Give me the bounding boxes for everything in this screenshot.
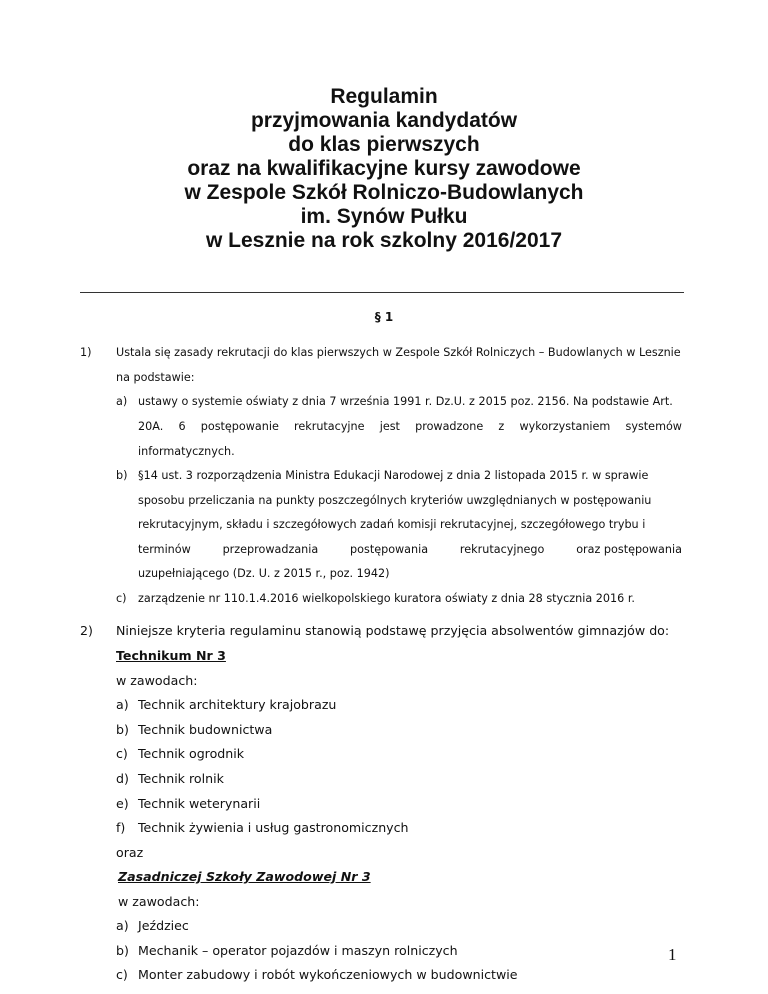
profession-item: Technik żywienia i usług gastronomicznych <box>138 820 409 835</box>
profession-item: Technik rolnik <box>138 771 224 786</box>
list-marker: c) <box>116 746 128 761</box>
list-marker: c) <box>116 592 127 605</box>
word: jest <box>379 420 400 433</box>
profession-item: Technik architektury krajobrazu <box>138 697 337 712</box>
profession-item: Technik budownictwa <box>138 722 273 737</box>
word: postępowania <box>350 543 429 556</box>
word: rekrutacyjnego <box>459 543 545 556</box>
title-line: w Zespole Szkół Rolniczo-Budowlanych <box>184 181 584 204</box>
conjunction: oraz <box>116 845 144 860</box>
list-marker: a) <box>116 918 129 933</box>
list-marker: e) <box>116 796 129 811</box>
word: rekrutacyjne <box>294 420 365 433</box>
profession-item: Technik weterynarii <box>138 796 261 811</box>
profession-item: Jeździec <box>138 918 189 933</box>
title-line: do klas pierwszych <box>288 133 480 156</box>
list-marker: b) <box>116 469 128 482</box>
list-marker: f) <box>116 820 126 835</box>
professions-heading: w zawodach: <box>116 673 198 688</box>
justified-line <box>138 420 682 434</box>
title-line: przyjmowania kandydatów <box>250 109 518 132</box>
word: oraz postępowania <box>576 543 682 556</box>
page-number: 1 <box>668 945 677 964</box>
list-marker: b) <box>116 943 129 958</box>
list-item-text: rekrutacyjnym, składu i szczegółowych zadań komisji rekrutacyjnej, szczegółowego trybu i <box>138 518 646 531</box>
point-text: na podstawie: <box>116 371 195 384</box>
professions-heading: w zawodach: <box>118 894 200 909</box>
paragraph-mark: § 1 <box>374 310 394 324</box>
word: z <box>498 420 505 433</box>
point-text: Niniejsze kryteria regulaminu stanowią podstawę przyjęcia absolwentów gimnazjów do: <box>116 623 670 638</box>
list-marker: a) <box>116 395 128 408</box>
word: przeprowadzania <box>222 543 319 556</box>
list-item-text: §14 ust. 3 rozporządzenia Ministra Edukacji Narodowej z dnia 2 listopada 2015 r. w sprawie <box>138 469 649 482</box>
title-line: w Lesznie na rok szkolny 2016/2017 <box>205 229 562 252</box>
profession-item: Technik ogrodnik <box>138 746 245 761</box>
profession-item: Mechanik – operator pojazdów i maszyn rolniczych <box>138 943 458 958</box>
profession-item: Monter zabudowy i robót wykończeniowych w budownictwie <box>138 967 518 982</box>
point-number: 2) <box>80 623 93 638</box>
list-item-text: uzupełniającego (Dz. U. z 2015 r., poz. 1942) <box>138 567 390 580</box>
list-marker: b) <box>116 722 129 737</box>
word: wykorzystaniem <box>519 420 611 433</box>
word: 6 <box>178 420 186 433</box>
title-line: Regulamin <box>330 85 438 108</box>
word: 20A. <box>138 420 164 433</box>
word: systemów <box>625 420 682 433</box>
document-title <box>84 85 684 253</box>
point-number: 1) <box>80 346 92 359</box>
school-name: Technikum Nr 3 <box>116 648 226 663</box>
list-item-text: zarządzenie nr 110.1.4.2016 wielkopolskiego kuratora oświaty z dnia 28 stycznia 2016 r. <box>138 592 635 605</box>
title-line: oraz na kwalifikacyjne kursy zawodowe <box>187 157 581 180</box>
school-name: Zasadniczej Szkoły Zawodowej Nr 3 <box>118 869 371 884</box>
list-marker: c) <box>116 967 128 982</box>
horizontal-divider <box>80 292 684 293</box>
list-item-text: sposobu przeliczania na punkty poszczególnych kryteriów uwzględnianych w postępowaniu <box>138 494 652 507</box>
title-line: im. Synów Pułku <box>300 205 468 228</box>
list-item-text: ustawy o systemie oświaty z dnia 7 września 1991 r. Dz.U. z 2015 poz. 2156. Na podstawie Art. <box>138 395 673 408</box>
list-item-text: informatycznych. <box>138 445 235 458</box>
justified-line <box>138 543 682 557</box>
point-text: Ustala się zasady rekrutacji do klas pierwszych w Zespole Szkół Rolniczych – Budowlanych w Lesznie <box>116 346 681 359</box>
word: terminów <box>138 543 191 556</box>
word: prowadzone <box>415 420 484 433</box>
list-marker: a) <box>116 697 129 712</box>
word: postępowanie <box>200 420 279 433</box>
list-marker: d) <box>116 771 129 786</box>
